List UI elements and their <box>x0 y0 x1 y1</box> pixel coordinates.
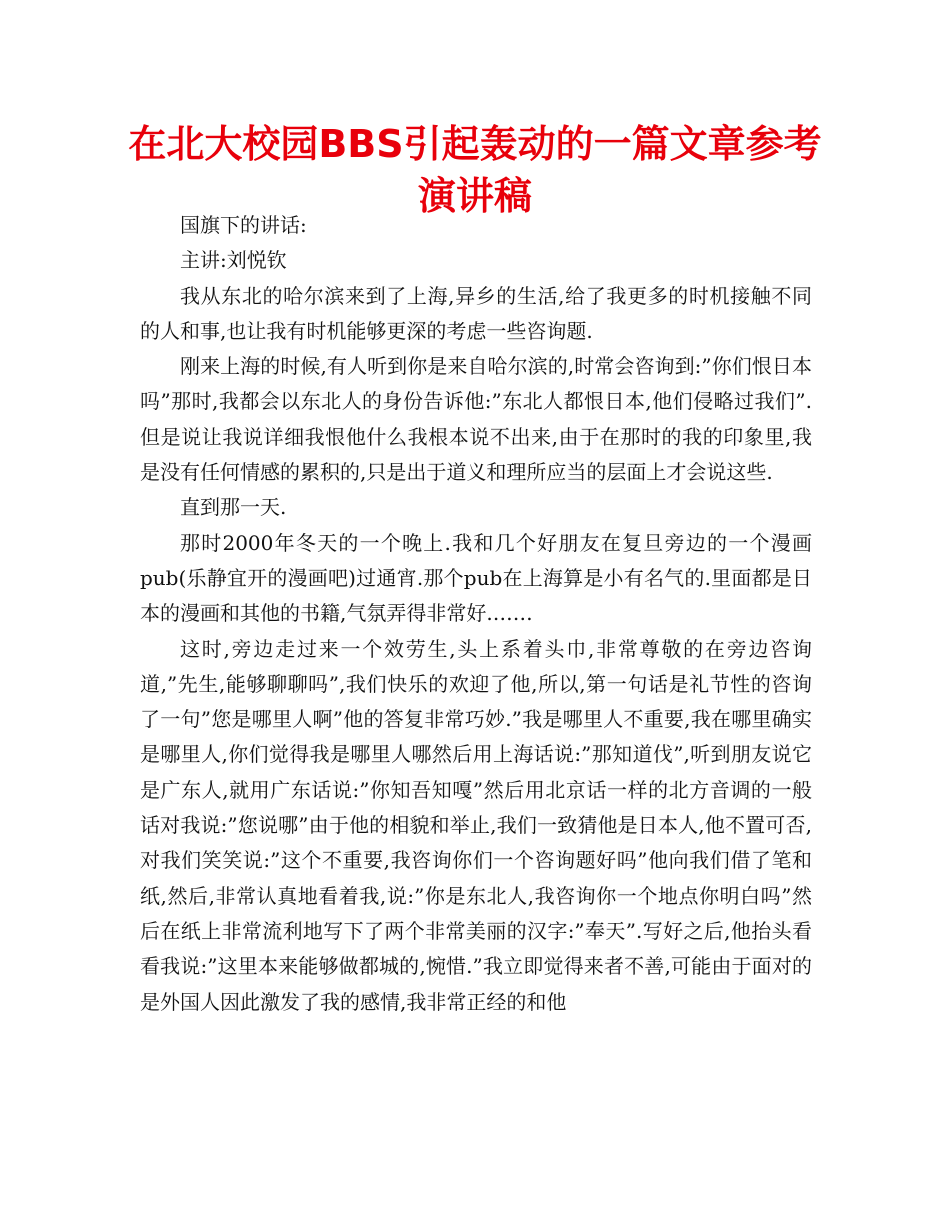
paragraph-intro: 我从东北的哈尔滨来到了上海,异乡的生活,给了我更多的时机接触不同的人和事,也让我有时机能够更深的考虑一些咨询题. <box>140 283 812 343</box>
document-body <box>140 208 812 1020</box>
paragraph-speech-type: 国旗下的讲话: <box>180 213 307 237</box>
paragraph-arrival-shanghai: 刚来上海的时候,有人听到你是来自哈尔滨的,时常会咨询到:”你们恨日本吗”那时,我都会以东北人的身份告诉他:”东北人都恨日本,他们侵略过我们”.但是说让我说详细我恨他什么我根本说不出来,由于在那时的我的印象里,我是没有任何情感的累积的,只是出于道义和理所应当的层面上才会说这些. <box>140 354 812 485</box>
paragraph-speaker: 主讲:刘悦钦 <box>180 248 287 273</box>
paragraph-waiter-conversation: 这时,旁边走过来一个效劳生,头上系着头巾,非常尊敬的在旁边咨询道,”先生,能够聊聊吗”,我们快乐的欢迎了他,所以,第一句话是礼节性的咨询了一句”您是哪里人啊”他的答复非常巧妙.”我是哪里人不重要,我在哪里确实是哪里人,你们觉得我是哪里人哪然后用上海话说:”那知道伐”,听到朋友说它是广东人,就用广东话说:”你知吾知嘎”然后用北京话一样的北方音调的一般话对我说:”您说哪”由于他的相貌和举止,我们一致猜他是日本人,他不置可否,对我们笑笑说:”这个不重要,我咨询你们一个咨询题好吗”他向我们借了笔和纸,然后,非常认真地看着我,说:”你是东北人,我咨询你一个地点你明白吗”然后在纸上非常流利地写下了两个非常美丽的汉字:”奉天”.写好之后,他抬头看看我说:”这里本来能够做都城的,惋惜.”我立即觉得来者不善,可能由于面对的是外国人因此激发了我的感情,我非常正经的和他 <box>140 636 812 1014</box>
paragraph-until-that-day: 直到那一天. <box>180 495 287 520</box>
document-title: 在北大校园BBS引起轰动的一篇文章参考演讲稿 <box>128 122 822 218</box>
paragraph-winter-night: 那时2000年冬天的一个晚上.我和几个好朋友在复旦旁边的一个漫画pub(乐静宜开的漫画吧)过通宵.那个pub在上海算是小有名气的.里面都是日本的漫画和其他的书籍,气氛弄得非常好.…… <box>140 530 812 626</box>
